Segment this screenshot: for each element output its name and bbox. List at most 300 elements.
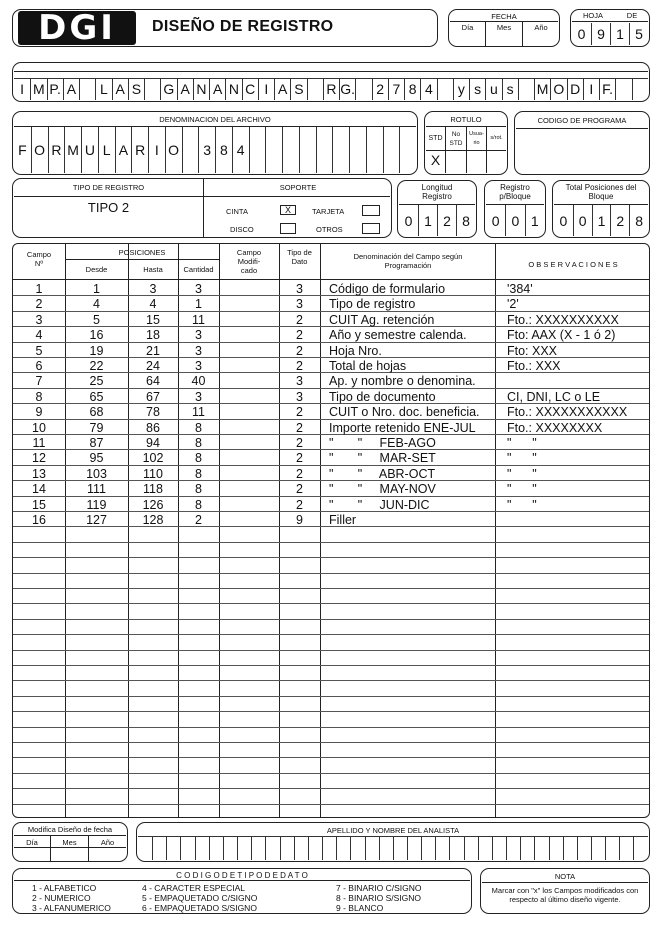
cell-tipo: 3 <box>296 282 303 296</box>
cell-hasta: 3 <box>149 282 157 296</box>
analista-char-cell <box>393 837 407 860</box>
tipo-item: 6 - EMPAQUETADO S/SIGNO <box>142 903 257 913</box>
longitud-digits <box>399 205 475 236</box>
cell-cantidad: 8 <box>195 482 202 497</box>
row-line <box>13 665 649 666</box>
impuesto-char-cell: y <box>453 79 469 100</box>
analista-char-cell <box>223 837 237 860</box>
cell-obs: Fto: XXX <box>507 343 558 358</box>
otros-checkbox[interactable] <box>362 223 380 234</box>
cell-campo: 14 <box>32 482 46 497</box>
longitud-digit: 2 <box>437 205 456 236</box>
cell-denominacion: " " MAR-SET <box>329 451 436 466</box>
archivo-char-cell: L <box>98 127 115 173</box>
soporte-cinta: CINTA <box>226 207 248 216</box>
cell-obs: Fto.: XXX <box>507 359 561 373</box>
fecha-dia: Día <box>461 23 474 32</box>
cell-desde: 119 <box>86 497 107 512</box>
table-row <box>13 281 649 296</box>
table-row <box>13 512 649 527</box>
analista-char-cell <box>365 837 379 860</box>
cell-campo: 6 <box>35 359 43 373</box>
cell-denominacion: " " FEB-AGO <box>329 436 436 450</box>
modifica-mes: Mes <box>62 838 77 847</box>
archivo-char-cell <box>282 127 299 173</box>
tipo-item: 9 - BLANCO <box>336 903 384 913</box>
analista-char-cell <box>322 837 336 860</box>
archivo-char-cell <box>349 127 366 173</box>
table-row <box>13 466 649 481</box>
analista-char-cell <box>237 837 251 860</box>
impuesto-char-cell <box>144 79 160 100</box>
longitud-digit: 0 <box>404 213 413 229</box>
modifica-dia: Día <box>26 838 38 847</box>
impuesto-char-cell: G. <box>339 79 355 100</box>
cell-hasta: 24 <box>146 359 160 373</box>
impuesto-char-cell <box>632 79 648 100</box>
row-line <box>13 573 649 574</box>
impuesto-char-cell: s <box>502 79 518 100</box>
tipo-item: 8 - BINARIO S/SIGNO <box>336 893 422 903</box>
row-line <box>13 711 649 712</box>
impuesto-char-cell: I <box>583 79 599 100</box>
cell-desde: 22 <box>89 359 104 373</box>
impuesto-char-cell: 7 <box>388 79 404 100</box>
analista-field <box>138 836 648 860</box>
analista-char-cell <box>492 837 506 860</box>
row-line <box>13 696 649 697</box>
archivo-char-cell <box>399 127 416 173</box>
cell-denominacion: Código de formulario <box>329 282 446 296</box>
tipo-item: 5 - EMPAQUETADO C/SIGNO <box>142 893 258 903</box>
archivo-char-cell <box>249 127 266 173</box>
tarjeta-checkbox[interactable] <box>362 205 380 216</box>
analista-char-cell <box>563 837 577 860</box>
cell-hasta: 67 <box>146 389 160 404</box>
impuesto-char-cell: A <box>177 79 193 100</box>
impuesto-field <box>14 78 648 100</box>
impuesto-char-cell: G <box>160 79 176 100</box>
cell-obs: CI, DNI, LC o LE <box>507 389 601 404</box>
impuesto-char-cell: N <box>193 79 209 100</box>
longitud-label: Longitud Registro <box>421 183 453 201</box>
total-posiciones-digits <box>554 205 648 236</box>
cell-obs: " " <box>507 466 537 481</box>
analista-char-cell <box>294 837 308 860</box>
impuesto-char-cell: C <box>242 79 258 100</box>
cell-denominacion: Año y semestre calenda. <box>329 328 467 343</box>
de-label: DE <box>626 11 638 20</box>
cell-campo: 4 <box>35 328 43 343</box>
cell-desde: 127 <box>86 513 107 527</box>
cell-campo: 7 <box>35 374 43 389</box>
analista-char-cell <box>180 837 194 860</box>
cell-desde: 111 <box>86 482 106 497</box>
cell-tipo: 2 <box>296 312 303 327</box>
cinta-mark: X <box>284 205 291 215</box>
archivo-char-cell: M <box>64 127 81 173</box>
row-line <box>13 557 649 558</box>
cell-campo: 12 <box>32 451 46 466</box>
modifica-label: Modifica Diseño de fecha <box>27 825 113 834</box>
dgi-logo <box>18 8 136 48</box>
impuesto-char-cell <box>79 79 95 100</box>
total-posiciones-label: Total Posiciones del Bloque <box>565 183 637 201</box>
cell-cantidad: 3 <box>195 343 202 358</box>
row-line <box>13 634 649 635</box>
impuesto-char-cell: I <box>20 81 25 97</box>
impuesto-char-cell <box>437 79 453 100</box>
cell-campo: 16 <box>32 513 46 527</box>
cell-cantidad: 8 <box>195 466 202 481</box>
cell-denominacion: Filler <box>329 513 357 527</box>
cell-obs: '384' <box>507 282 533 296</box>
cell-cantidad: 8 <box>195 420 202 435</box>
analista-char-cell <box>549 837 563 860</box>
impuesto-char-cell: N <box>225 79 241 100</box>
total-posiciones-digit: 0 <box>573 205 592 236</box>
archivo-char-cell: R <box>48 127 65 173</box>
cell-denominacion: " " ABR-OCT <box>329 466 436 481</box>
nota-text: Marcar con "x" los Campos modificados con respecto al último diseño vigente. <box>491 886 639 904</box>
total-posiciones-digit: 0 <box>559 213 568 229</box>
tipo-item: 7 - BINARIO C/SIGNO <box>336 883 422 893</box>
longitud-digit: 1 <box>418 205 437 236</box>
cell-campo: 2 <box>35 297 43 312</box>
tipo-registro-value: TIPO 2 <box>87 200 130 215</box>
header-cantidad: Cantidad <box>183 265 214 274</box>
cell-campo: 11 <box>32 436 46 450</box>
analista-char-cell <box>209 837 223 860</box>
analista-char-cell <box>605 837 619 860</box>
table-row <box>13 343 649 358</box>
longitud-digit: 8 <box>456 205 475 236</box>
analista-char-cell <box>464 837 478 860</box>
codigo-programa-label: CODIGO DE PROGRAMA <box>537 116 627 125</box>
row-line <box>13 773 649 774</box>
cell-obs: " " <box>507 482 537 497</box>
rotulo-label: ROTULO <box>450 115 482 124</box>
soporte-otros: OTROS <box>316 225 343 234</box>
cell-desde: 87 <box>89 436 104 450</box>
cell-obs: " " <box>507 436 537 450</box>
cell-hasta: 15 <box>146 312 160 327</box>
header-modificado: Campo Modifi- cado <box>236 248 262 275</box>
registro-bloque-digit: 0 <box>505 205 524 236</box>
cell-hasta: 110 <box>143 466 163 481</box>
table-row <box>13 435 649 450</box>
hoja-digit: 9 <box>591 23 610 45</box>
cell-tipo: 9 <box>296 513 303 527</box>
table-row <box>13 389 649 404</box>
cell-cantidad: 1 <box>195 297 202 312</box>
analista-char-cell <box>506 837 520 860</box>
cell-obs: Fto.: XXXXXXXXXX <box>507 312 619 327</box>
fecha-anio: Año <box>534 23 548 32</box>
table-row <box>13 497 649 512</box>
row-line <box>13 603 649 604</box>
cell-cantidad: 8 <box>195 497 202 512</box>
cell-campo: 1 <box>35 282 43 296</box>
impuesto-char-cell: R <box>323 79 339 100</box>
row-line <box>13 788 649 789</box>
impuesto-char-cell: 2 <box>372 79 388 100</box>
impuesto-char-cell <box>518 79 534 100</box>
header-observaciones: O B S E R V A C I O N E S <box>528 260 618 269</box>
tipo-registro-label: TIPO DE REGISTRO <box>72 183 145 192</box>
table-row <box>13 358 649 373</box>
impuesto-char-cell: L <box>95 79 111 100</box>
impuesto-char-cell: P. <box>47 79 63 100</box>
disco-checkbox[interactable] <box>280 223 296 234</box>
analista-label: APELLIDO Y NOMBRE DEL ANALISTA <box>326 826 460 835</box>
archivo-char-cell: R <box>131 127 148 173</box>
total-posiciones-digit: 8 <box>629 205 648 236</box>
total-posiciones-digit: 2 <box>610 205 629 236</box>
cell-campo: 5 <box>35 343 43 358</box>
cinta-checkbox[interactable] <box>280 205 296 215</box>
analista-char-cell <box>152 837 166 860</box>
fecha-label: FECHA <box>491 12 517 21</box>
cell-denominacion: CUIT o Nro. doc. beneficia. <box>329 405 480 420</box>
impuesto-char-cell: M <box>30 79 46 100</box>
impuesto-char-cell <box>615 79 631 100</box>
field-table <box>12 243 650 818</box>
archivo-char-cell <box>265 127 282 173</box>
impuesto-char-cell: O <box>550 79 566 100</box>
impuesto-char-cell: u <box>485 79 501 100</box>
analista-char-cell <box>478 837 492 860</box>
soporte-disco: DISCO <box>230 225 254 234</box>
cell-desde: 103 <box>86 466 107 481</box>
cell-tipo: 2 <box>296 328 303 343</box>
tipo-item: 3 - ALFANUMERICO <box>32 903 111 913</box>
soporte-label: SOPORTE <box>279 183 317 192</box>
impuesto-char-cell: 4 <box>420 79 436 100</box>
impuesto-char-cell <box>355 79 371 100</box>
analista-char-cell <box>449 837 463 860</box>
cell-tipo: 2 <box>296 359 303 373</box>
cell-desde: 95 <box>89 451 104 466</box>
registro-bloque-digits <box>486 205 544 236</box>
page-title: DISEÑO DE REGISTRO <box>152 18 334 35</box>
cell-tipo: 2 <box>296 405 303 420</box>
impuesto-char-cell: D <box>567 79 583 100</box>
impuesto-char-cell: A <box>63 79 79 100</box>
impuesto-char-cell: A <box>274 79 290 100</box>
impuesto-char-cell: F. <box>599 79 615 100</box>
cell-tipo: 2 <box>296 482 303 497</box>
row-line <box>13 804 649 805</box>
cell-desde: 16 <box>89 328 104 343</box>
table-row <box>13 312 649 327</box>
header-campo: Campo Nº <box>26 250 52 268</box>
cell-obs: Fto.: XXXXXXXXXXX <box>507 405 628 420</box>
rotulo-usuario: Usua-rio <box>469 131 484 146</box>
cell-desde: 1 <box>93 282 100 296</box>
modifica-anio: Año <box>100 838 115 847</box>
cell-tipo: 2 <box>296 451 303 466</box>
cell-hasta: 4 <box>149 297 157 312</box>
table-row <box>13 327 649 342</box>
cell-cantidad: 8 <box>195 436 202 450</box>
archivo-label: DENOMINACION DEL ARCHIVO <box>159 115 271 124</box>
analista-char-cell <box>619 837 633 860</box>
nota-label: NOTA <box>554 872 576 881</box>
rotulo-nostd: No STD <box>449 131 463 147</box>
archivo-char-cell: U <box>81 127 98 173</box>
codigo-tipo-label: C O D I G O D E T I P O D E D A T O <box>176 871 308 880</box>
cell-cantidad: 11 <box>192 312 205 327</box>
cell-tipo: 3 <box>296 389 303 404</box>
cell-obs: Fto.: XXXXXXXX <box>507 420 603 435</box>
hoja-digit: 1 <box>610 23 629 45</box>
analista-char-cell <box>280 837 294 860</box>
cell-tipo: 2 <box>296 436 303 450</box>
cell-cantidad: 11 <box>192 405 205 420</box>
soporte-tarjeta: TARJETA <box>312 207 345 216</box>
header-tipo: Tipo de Dato <box>287 248 312 266</box>
cell-tipo: 2 <box>296 497 303 512</box>
cell-campo: 13 <box>32 466 46 481</box>
table-row <box>13 404 649 419</box>
analista-char-cell <box>251 837 265 860</box>
cell-hasta: 94 <box>146 436 160 450</box>
impuesto-char-cell: M <box>534 79 550 100</box>
cell-cantidad: 8 <box>195 451 202 466</box>
cell-hasta: 64 <box>146 374 160 389</box>
analista-char-cell <box>421 837 435 860</box>
cell-hasta: 18 <box>146 328 160 343</box>
archivo-char-cell: O <box>165 127 182 173</box>
cell-desde: 65 <box>89 389 104 404</box>
analista-char-cell <box>379 837 393 860</box>
cell-obs: " " <box>507 497 537 512</box>
analista-char-cell <box>308 837 322 860</box>
impuesto-char-cell: A <box>112 79 128 100</box>
cell-desde: 68 <box>89 405 104 420</box>
cell-obs: " " <box>507 451 537 466</box>
cell-hasta: 128 <box>142 513 164 527</box>
analista-char-cell <box>336 837 350 860</box>
tipo-item: 1 - ALFABETICO <box>32 883 97 893</box>
cell-desde: 25 <box>89 374 104 389</box>
cell-hasta: 102 <box>142 451 164 466</box>
archivo-char-cell <box>332 127 349 173</box>
cell-campo: 15 <box>32 497 46 512</box>
archivo-char-cell: 3 <box>198 127 215 173</box>
header-desde: Desde <box>85 265 108 274</box>
cell-denominacion: Ap. y nombre o denomina. <box>329 374 476 389</box>
cell-hasta: 78 <box>146 405 160 420</box>
tipo-item: 4 - CARACTER ESPECIAL <box>142 883 245 893</box>
archivo-field <box>14 127 416 173</box>
cell-cantidad: 3 <box>195 389 202 404</box>
tipo-item: 2 - NUMERICO <box>32 893 91 903</box>
table-row <box>13 373 649 388</box>
impuesto-char-cell: s <box>469 79 485 100</box>
analista-char-cell <box>350 837 364 860</box>
cell-cantidad: 3 <box>195 282 202 296</box>
archivo-char-cell <box>316 127 333 173</box>
hoja-digit: 0 <box>577 26 586 42</box>
cell-cantidad: 3 <box>195 328 202 343</box>
archivo-char-cell <box>383 127 400 173</box>
archivo-char-cell <box>182 127 199 173</box>
cell-campo: 3 <box>35 312 43 327</box>
impuesto-char-cell: S <box>290 79 306 100</box>
archivo-char-cell <box>366 127 383 173</box>
header-posiciones: POSICIONES <box>118 248 166 257</box>
archivo-char-cell: I <box>148 127 165 173</box>
analista-char-cell <box>577 837 591 860</box>
impuesto-char-cell: S <box>128 79 144 100</box>
cell-hasta: 126 <box>142 497 164 512</box>
row-line <box>13 742 649 743</box>
analista-char-cell <box>195 837 209 860</box>
registro-bloque-label: Registro p/Bloque <box>499 183 531 201</box>
row-line <box>13 727 649 728</box>
impuesto-char-cell: 8 <box>404 79 420 100</box>
analista-char-cell <box>166 837 180 860</box>
cell-tipo: 2 <box>296 466 303 481</box>
archivo-char-cell: O <box>31 127 48 173</box>
cell-denominacion: Tipo de registro <box>329 297 416 312</box>
cell-hasta: 118 <box>143 482 163 497</box>
rotulo-srot: s/rot. <box>490 135 503 141</box>
row-line <box>13 542 649 543</box>
cell-denominacion: " " MAY-NOV <box>329 482 436 497</box>
impuesto-char-cell <box>307 79 323 100</box>
analista-char-cell <box>591 837 605 860</box>
hoja-digits <box>572 23 648 45</box>
analista-char-cell <box>407 837 421 860</box>
table-row <box>13 420 649 435</box>
cell-desde: 79 <box>89 420 104 435</box>
archivo-char-cell: A <box>115 127 132 173</box>
rotulo-std: STD <box>428 135 443 142</box>
row-line <box>13 757 649 758</box>
registro-bloque-digit: 0 <box>491 213 500 229</box>
header-hasta: Hasta <box>143 265 163 274</box>
cell-denominacion: CUIT Ag. retención <box>329 312 435 327</box>
cell-hasta: 21 <box>146 343 160 358</box>
hoja-label: HOJA <box>582 11 603 20</box>
impuesto-char-cell: A <box>209 79 225 100</box>
cell-obs: Fto: AAX (X - 1 ó 2) <box>507 328 616 343</box>
row-line <box>13 650 649 651</box>
cell-tipo: 3 <box>296 297 303 312</box>
cell-desde: 19 <box>89 343 104 358</box>
cell-campo: 9 <box>35 405 43 420</box>
archivo-char-cell: 8 <box>215 127 232 173</box>
analista-char-cell <box>435 837 449 860</box>
cell-desde: 5 <box>93 312 100 327</box>
cell-obs <box>507 512 650 527</box>
header-denominacion: Denominación del Campo según Programación <box>353 252 463 270</box>
rotulo-mark: X <box>430 152 441 168</box>
hoja-digit: 5 <box>629 23 648 45</box>
analista-char-cell <box>520 837 534 860</box>
cell-cantidad: 40 <box>191 374 206 389</box>
cell-campo: 8 <box>35 389 43 404</box>
cell-obs: '2' <box>507 297 519 312</box>
cell-denominacion: Hoja Nro. <box>329 343 382 358</box>
impuesto-char-cell: I <box>258 79 274 100</box>
archivo-char-cell: F <box>18 142 27 158</box>
archivo-char-cell <box>299 127 316 173</box>
cell-cantidad: 2 <box>195 513 202 527</box>
